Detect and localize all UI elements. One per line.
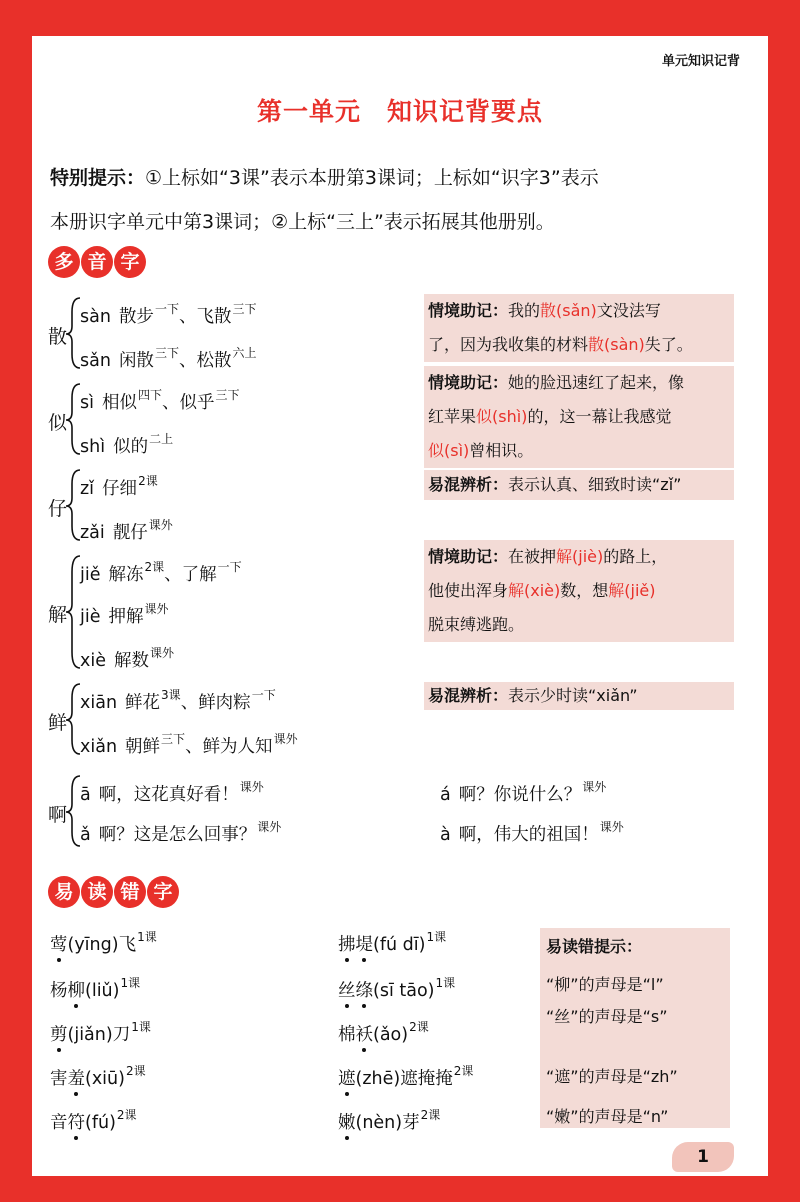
note-box-si: 情境助记：她的脸迅速红了起来，像 红苹果似(shì)的，这一幕让我感觉 似(sì)曾相识。 — [424, 366, 734, 468]
running-header: 单元知识记背 — [661, 54, 740, 69]
badge-char: 多 — [48, 246, 80, 278]
badge-char: 字 — [147, 876, 179, 908]
brace — [66, 384, 80, 454]
hint-item: “遮”的声母是“zh” — [546, 1067, 678, 1086]
polyphone-char: 解 — [48, 604, 68, 626]
brace — [66, 684, 80, 754]
brace — [66, 298, 80, 368]
badge-char: 错 — [114, 876, 146, 908]
misread-word: 莺(yīng)飞$^{1课}$ — [50, 930, 157, 955]
misread-word: 害羞(xiū)$^{2课}$ — [50, 1064, 146, 1089]
badge-char: 易 — [48, 876, 80, 908]
note-box-jie: 情境助记：在被押解(jiè)的路上， 他使出浑身解(xiè)数，想解(jiě) 脱束缚逃跑。 — [424, 540, 734, 642]
polyphone-char: 散 — [48, 326, 68, 348]
reading-row: zǎi 靓仔$^{课外}$ — [80, 518, 173, 543]
misread-word: 音符(fú)$^{2课}$ — [50, 1108, 137, 1133]
brace — [66, 556, 80, 668]
badge-char: 字 — [114, 246, 146, 278]
reading-row: xiān 鲜花$^{3课}$、鲜肉粽$^{一下}$ — [80, 688, 276, 713]
page-number: 1 — [672, 1142, 734, 1172]
reading-row: sǎn 闲散$^{三下}$、松散$^{六上}$ — [80, 346, 257, 371]
hint-item: “嫩”的声母是“n” — [546, 1107, 669, 1126]
reading-row: jiě 解冻$^{2课}$、了解$^{一下}$ — [80, 560, 242, 585]
brace — [66, 776, 80, 846]
section-badge-misread — [48, 876, 179, 910]
reading-row: shì 似的$^{二上}$ — [80, 432, 174, 457]
reading-row: xiè 解数$^{课外}$ — [80, 646, 175, 671]
reading-row: zǐ 仔细$^{2课}$ — [80, 474, 158, 499]
misread-word: 拂堤(fú dī)$^{1课}$ — [338, 930, 447, 955]
misread-word: 剪(jiǎn)刀$^{1课}$ — [50, 1020, 151, 1045]
reading-row: xiǎn 朝鲜$^{三下}$、鲜为人知$^{课外}$ — [80, 732, 298, 757]
badge-char: 音 — [81, 246, 113, 278]
note-box-san: 情境助记：我的散(sǎn)文没法写 了，因为我收集的材料散(sàn)失了。 — [424, 294, 734, 362]
misread-word: 遮(zhē)遮掩掩$^{2课}$ — [338, 1064, 474, 1089]
reading-row: à 啊，伟大的祖国！$^{课外}$ — [440, 820, 624, 845]
brace — [66, 470, 80, 540]
polyphone-char: 似 — [48, 412, 68, 434]
reading-row: á 啊？你说什么？$^{课外}$ — [440, 780, 607, 805]
reading-row: ā 啊，这花真好看！$^{课外}$ — [80, 780, 264, 805]
misread-word: 丝绦(sī tāo)$^{1课}$ — [338, 976, 456, 1001]
tip-line-2: 本册识字单元中第3课词；②上标“三上”表示拓展其他册别。 — [50, 211, 555, 233]
tip-label: 特别提示： — [50, 167, 146, 189]
note-box-zi: 易混辨析：表示认真、细致时读“zǐ” — [424, 470, 734, 500]
polyphone-char: 仔 — [48, 498, 68, 520]
hint-item: “柳”的声母是“l” — [546, 975, 664, 994]
reading-row: ǎ 啊？这是怎么回事？$^{课外}$ — [80, 820, 282, 845]
reading-row: sàn 散步$^{一下}$、飞散$^{三下}$ — [80, 302, 257, 327]
page-title: 第一单元 知识记背要点 — [256, 97, 543, 126]
misread-hint-box — [540, 928, 730, 1128]
badge-char: 读 — [81, 876, 113, 908]
reading-row: jiè 押解$^{课外}$ — [80, 602, 169, 627]
hint-title: 易读错提示： — [546, 937, 643, 956]
note-box-xian: 易混辨析：表示少时读“xiǎn” — [424, 682, 734, 710]
misread-word: 嫩(nèn)芽$^{2课}$ — [338, 1108, 441, 1133]
polyphone-char: 鲜 — [48, 712, 68, 734]
misread-word: 杨柳(liǔ)$^{1课}$ — [50, 976, 141, 1001]
tip-line-1: ①上标如“3课”表示本册第3课词；上标如“识字3”表示 — [145, 167, 599, 189]
polyphone-char: 啊 — [48, 804, 68, 826]
reading-row: sì 相似$^{四下}$、似乎$^{三下}$ — [80, 388, 240, 413]
misread-word: 棉袄(ǎo)$^{2课}$ — [338, 1020, 429, 1045]
hint-item: “丝”的声母是“s” — [546, 1007, 668, 1026]
